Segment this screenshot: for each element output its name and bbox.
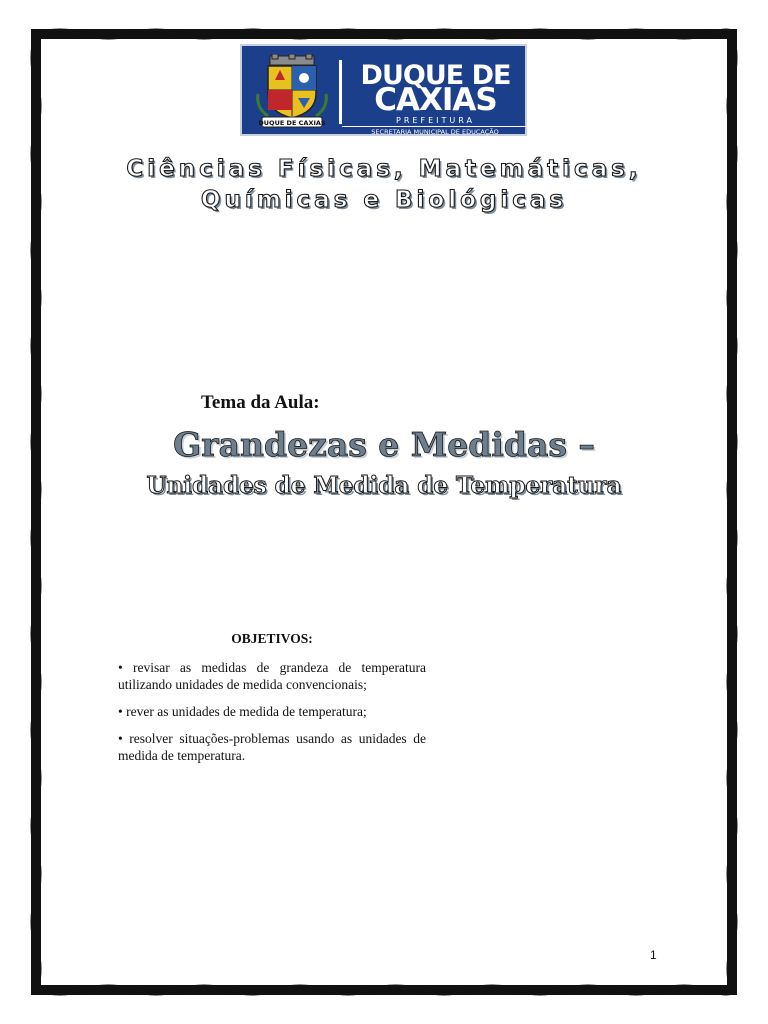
logo-subtitle: PREFEITURA <box>396 116 475 125</box>
logo-name-line2: CAXIAS <box>374 82 497 118</box>
logo-department: SECRETARIA MUNICIPAL DE EDUCAÇÃO <box>342 126 528 136</box>
logo-divider <box>339 60 342 124</box>
objective-item: • revisar as medidas de grandeza de temperatura utilizando unidades de medida convencionais; <box>118 660 426 692</box>
crest-banner-text: DUQUE DE CAXIAS <box>258 119 326 127</box>
logo-name-line1: DUQUE DE <box>360 60 511 91</box>
objectives-heading: OBJETIVOS: <box>231 631 313 646</box>
objective-item: • resolver situações-problemas usando as unidades de medida de temperatura. <box>118 731 426 763</box>
duque-de-caxias-logo <box>240 44 527 136</box>
municipal-coat-of-arms-icon <box>254 54 330 130</box>
objective-item: • rever as unidades de medida de temperatura; <box>118 704 367 719</box>
page-number: 1 <box>650 948 657 962</box>
subject-title-line1: Ciências Físicas, Matemáticas, <box>126 156 642 182</box>
lesson-title-line2: Unidades de Medida de Temperatura <box>146 472 622 499</box>
objectives-section <box>118 630 426 774</box>
lesson-title-line1: Grandezas e Medidas – <box>173 425 595 464</box>
tema-label: Tema da Aula: <box>201 392 320 413</box>
subject-title-line2: Químicas e Biológicas <box>200 187 568 213</box>
